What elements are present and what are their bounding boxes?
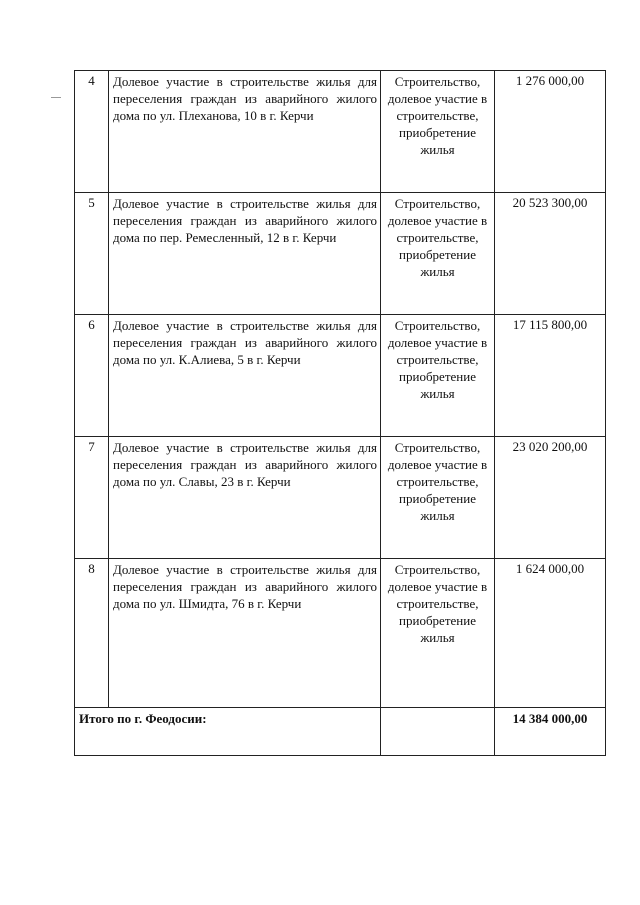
row-amount: 1 276 000,00: [495, 71, 606, 193]
row-number: 7: [75, 437, 109, 559]
row-description: Долевое участие в строительстве жилья для переселения граждан из аварийного жилого дома по ул. Плеханова, 10 в г. Керчи: [109, 71, 381, 193]
row-type: Строительство, долевое участие в строительстве, приобретение жилья: [381, 559, 495, 708]
table-row: [75, 193, 606, 315]
table-row: [75, 315, 606, 437]
total-row: [75, 708, 606, 756]
allocation-table: [74, 70, 606, 756]
row-number: 8: [75, 559, 109, 708]
total-label: Итого по г. Феодосии:: [75, 708, 381, 756]
row-number: 4: [75, 71, 109, 193]
row-number: 6: [75, 315, 109, 437]
row-amount: 1 624 000,00: [495, 559, 606, 708]
row-number: 5: [75, 193, 109, 315]
row-amount: 20 523 300,00: [495, 193, 606, 315]
row-description: Долевое участие в строительстве жилья для переселения граждан из аварийного жилого дома по ул. Славы, 23 в г. Керчи: [109, 437, 381, 559]
table-row: [75, 71, 606, 193]
table-row: [75, 437, 606, 559]
row-description: Долевое участие в строительстве жилья для переселения граждан из аварийного жилого дома по пер. Ремесленный, 12 в г. Керчи: [109, 193, 381, 315]
row-type: Строительство, долевое участие в строительстве, приобретение жилья: [381, 193, 495, 315]
row-type: Строительство, долевое участие в строительстве, приобретение жилья: [381, 315, 495, 437]
total-amount: 14 384 000,00: [495, 708, 606, 756]
row-type: Строительство, долевое участие в строительстве, приобретение жилья: [381, 437, 495, 559]
row-description: Долевое участие в строительстве жилья для переселения граждан из аварийного жилого дома по ул. К.Алиева, 5 в г. Керчи: [109, 315, 381, 437]
table-row: [75, 559, 606, 708]
total-empty-cell: [381, 708, 495, 756]
margin-mark: [51, 97, 61, 98]
row-amount: 23 020 200,00: [495, 437, 606, 559]
row-amount: 17 115 800,00: [495, 315, 606, 437]
row-description: Долевое участие в строительстве жилья для переселения граждан из аварийного жилого дома по ул. Шмидта, 76 в г. Керчи: [109, 559, 381, 708]
row-type: Строительство, долевое участие в строительстве, приобретение жилья: [381, 71, 495, 193]
